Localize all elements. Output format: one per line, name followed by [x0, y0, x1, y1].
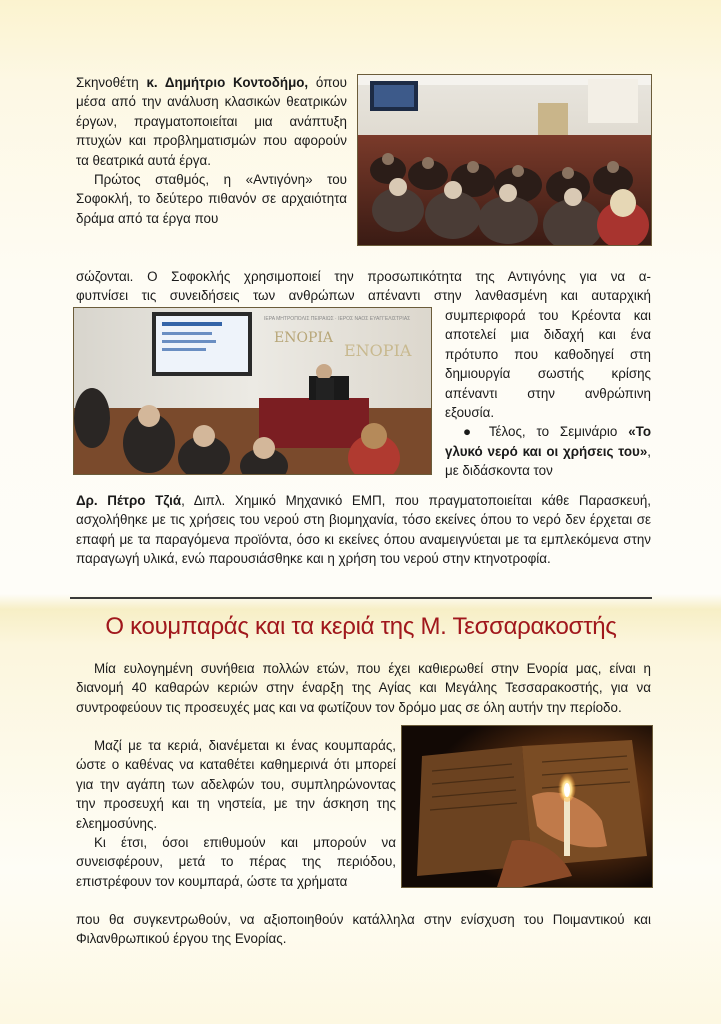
article2-paragraph-2: Μαζί με τα κεριά, διανέμεται κι ένας κουμπαράς, ώστε ο καθένας να καταθέτει καθημερινά ότι μπορεί για την αγάπη των αδελφών του, συμπληρώνοντας την προσευχή και τη νηστεία, με την άσκηση της ελεημοσύνης. — [76, 738, 396, 831]
article1-fullwidth-lines — [76, 267, 651, 306]
article1-paragraph-3-end: Δρ. Πέτρο Τζιά, Διπλ. Χημικό Μηχανικό ΕΜΠ, που πραγματοποιείται κάθε Παρασκευή, ασχολήθηκε με τις χρήσεις του νερού στη βιομηχανία, τόσο εκείνες όπου το νερό δεν έρχεται σε επαφή με τα παραγόμενα προϊόντα, όσο κι εκείνες όπου αναμειγνύεται με τα εμπλεκόμενα στην παραγωγή υλικά, ενώ παρουσιάσθηκε και η χρήση του νερού στην κτηνοτροφία. — [76, 493, 652, 567]
lecturer-name: Δρ. Πέτρο Τζιά — [76, 493, 182, 508]
svg-text:ΕΝΟΡΙΑ: ΕΝΟΡΙΑ — [274, 330, 334, 346]
section-divider — [70, 597, 652, 599]
article2-paragraph-1: Μία ευλογημένη συνήθεια πολλών ετών, που έχει καθιερωθεί στην Ενορία μας, είναι η διανομή 40 καθαρών κεριών στην έναρξη της Αγίας και Μεγάλης Τεσσαρακοστής, για να συντροφεύουν τις προσευχές μας και να φωτίζουν τον δρόμο μας σε όλη αυτήν την περίοδο. — [76, 661, 651, 715]
seminar-speaker-photo — [73, 307, 432, 475]
bullet-icon: ● — [463, 424, 479, 440]
article2-paragraph-3-start: Κι έτσι, όσοι επιθυμούν και μπορούν να συνεισφέρουν, μετά το πέρας της περιόδου, επιστρέφουν τον κουμπαρά, ώστε τα χρήματα — [76, 835, 396, 889]
article1-line-full-2: φυπνίσει τις συνειδήσεις των ανθρώπων απέναντι στην λανθασμένη και αυταρχική — [76, 288, 651, 304]
article1-line-full-1: σώζονται. Ο Σοφοκλής χρησιμοποιεί την προσωπικότητα της Αντιγόνης για να α- — [76, 269, 651, 284]
candle-book-photo — [401, 725, 653, 888]
article2-side-column — [76, 736, 396, 891]
article2-heading: Ο κουμπαράς και τα κεριά της Μ. Τεσσαρακοστής — [105, 613, 617, 640]
article2-intro — [76, 659, 651, 717]
article2-closing — [76, 910, 651, 949]
article1-paragraph-2-end: συμπεριφορά του Κρέοντα και αποτελεί μια διδαχή και ένα πρότυπο που καθοδηγεί στη δημιουργία σωστής κρίσης απέναντι στην ανθρώπινη εξουσία. — [445, 308, 651, 421]
seminar-title: «Το γλυκό νερό και οι χρήσεις του» — [445, 424, 651, 459]
article1-paragraph-3-start: ● Τέλος, το Σεμινάριο «Το γλυκό νερό και οι χρήσεις του», με διδάσκοντα τον — [445, 424, 651, 479]
article1-intro-column — [76, 73, 347, 228]
article2-paragraph-3-end: που θα συγκεντρωθούν, να αξιοποιηθούν κατάλληλα στην ενίσχυση του Ποιμαντικού και Φιλανθρωπικού έργου της Ενορίας. — [76, 912, 651, 947]
seminar-audience-photo — [357, 74, 652, 246]
article1-paragraph-2-start: Πρώτος σταθμός, η «Αντιγόνη» του Σοφοκλή, το δεύτερο πιθανόν σε αρχαιότητα δράμα από τα έργα που — [76, 172, 347, 226]
director-name: κ. Δημήτριο Κοντοδήμο, — [146, 75, 309, 90]
svg-text:ΙΕΡΑ ΜΗΤΡΟΠΟΛΙΣ ΠΕΙΡΑΙΩΣ · ΙΕΡ: ΙΕΡΑ ΜΗΤΡΟΠΟΛΙΣ ΠΕΙΡΑΙΩΣ · ΙΕΡΟΣ ΝΑΟΣ ΕΥΑΓΓΕΛΙΣΤΡΙΑΣ — [264, 316, 411, 322]
article1-paragraph-1: Σκηνοθέτη κ. Δημήτριο Κοντοδήμο, όπου μέσα από την ανάλυση κλασικών θεατρικών έργων, πραγματοποιείται μια ανάπτυξη πτυχών και προβληματισμών που αφορούν τα θεατρικά αυτά έργα. — [76, 75, 347, 168]
article1-side-column — [445, 306, 651, 481]
svg-text:ΕΝΟΡΙΑ: ΕΝΟΡΙΑ — [344, 341, 412, 360]
